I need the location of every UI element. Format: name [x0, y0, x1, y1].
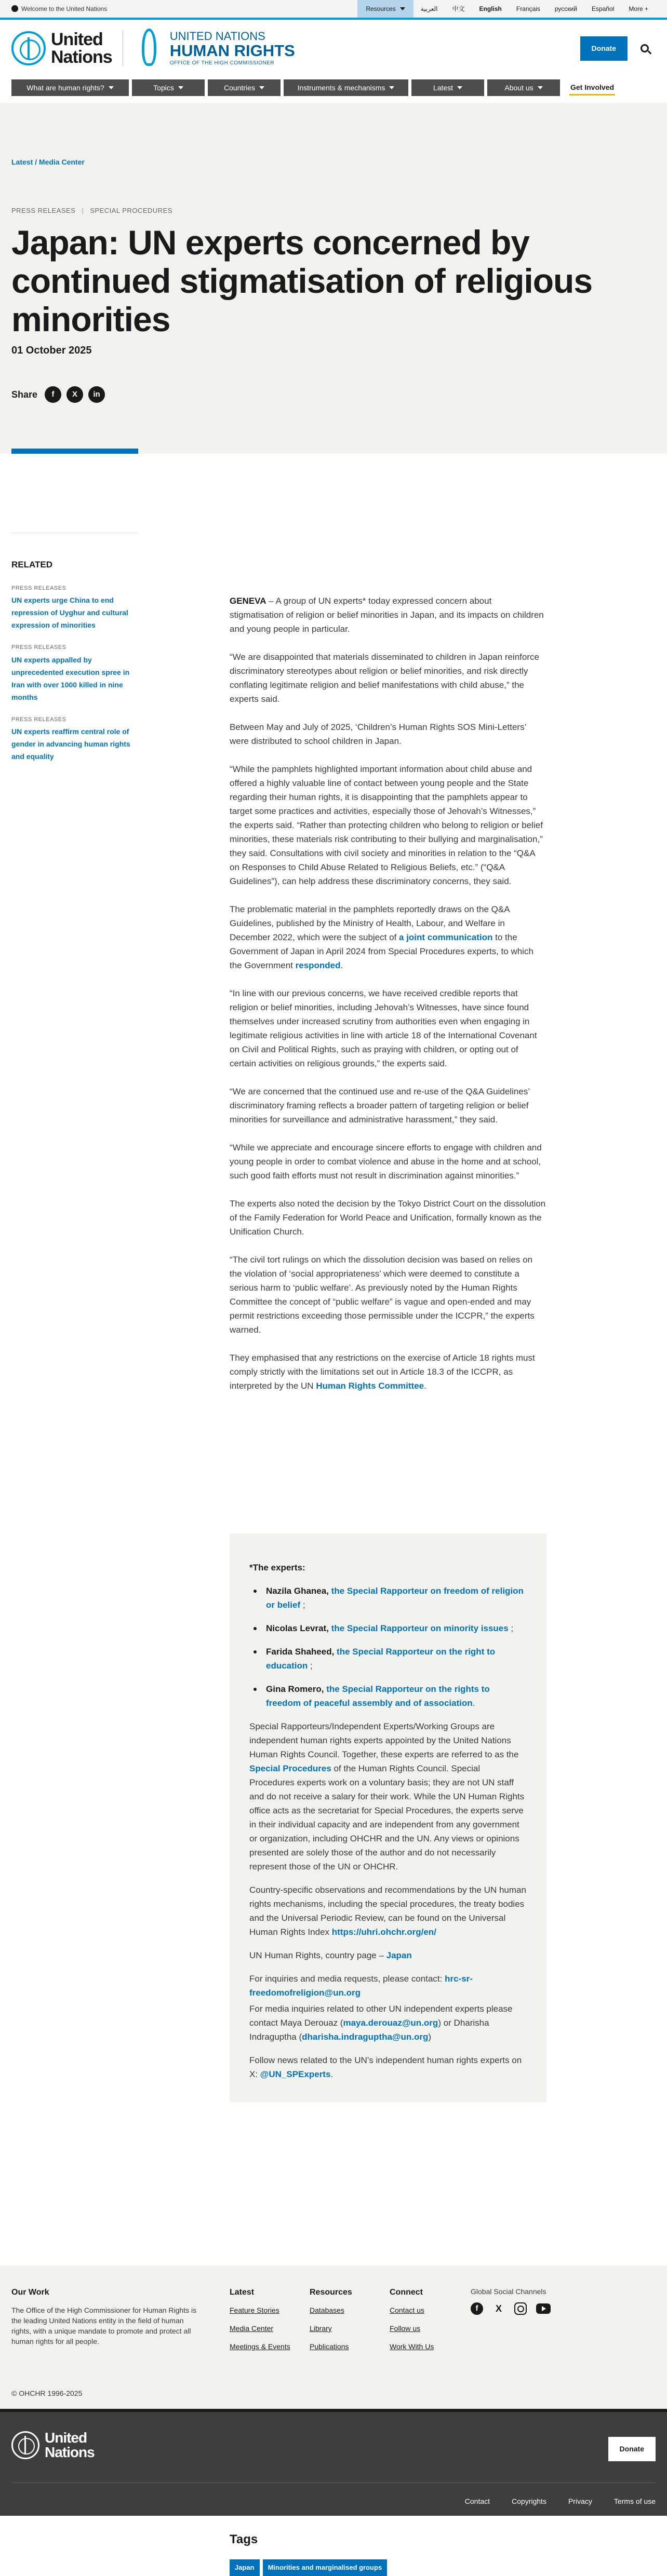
- welcome-text: Welcome to the United Nations: [21, 5, 108, 12]
- country-page-note: [249, 1948, 527, 1962]
- japan-country-link[interactable]: Japan: [386, 1950, 412, 1960]
- un-logo-line2: Nations: [51, 47, 112, 67]
- expert-item: [249, 1584, 527, 1612]
- nav-topics[interactable]: [132, 79, 205, 96]
- resources-dropdown[interactable]: [357, 0, 413, 18]
- expert-role-link[interactable]: the Special Rapporteur on minority issues: [331, 1623, 509, 1633]
- nav-about-us[interactable]: [487, 79, 560, 96]
- linkedin-icon[interactable]: in: [88, 386, 105, 403]
- terms-link[interactable]: Terms of use: [613, 2497, 656, 2505]
- facebook-icon[interactable]: f: [45, 386, 61, 403]
- footer-un-logo[interactable]: [11, 2431, 95, 2460]
- joint-communication-link[interactable]: a joint communication: [399, 932, 493, 942]
- related-kicker: PRESS RELEASES: [11, 716, 66, 723]
- paragraph: Between May and July of 2025, ‘Children’s Human Rights SOS Mini-Letters’ were distributed to school children in Japan.: [230, 722, 526, 746]
- privacy-link[interactable]: Privacy: [568, 2497, 592, 2505]
- utility-bar: [0, 0, 667, 18]
- x-twitter-icon[interactable]: X: [495, 2303, 502, 2314]
- footer-heading: Connect: [390, 2288, 423, 2297]
- nav-instruments[interactable]: [284, 79, 408, 96]
- experts-heading: *The experts:: [249, 1563, 305, 1572]
- paragraph-text: to the Government of Japan in April 2024 from Special Procedures experts, to which the Government: [230, 932, 533, 970]
- chevron-down-icon: [400, 7, 405, 10]
- tag-japan[interactable]: Japan: [230, 2559, 260, 2576]
- related-link[interactable]: UN experts appalled by unprecedented execution spree in Iran with over 1000 killed in nine months: [11, 655, 130, 701]
- share-bar: [11, 386, 105, 403]
- footer-heading: Latest: [230, 2288, 255, 2297]
- chevron-down-icon: [389, 86, 394, 89]
- media-note: [249, 2002, 527, 2044]
- site-header: [0, 20, 667, 77]
- x-handle-link[interactable]: @UN_SPExperts: [260, 2069, 331, 2079]
- related-title: RELATED: [11, 560, 53, 570]
- experts-list: [249, 1584, 527, 1710]
- paragraph-text: They emphasised that any restrictions on the exercise of Article 18 rights must comply strictly with the limitations set out in Article 18.3 of the ICCPR, as interpreted by the UN: [230, 1353, 535, 1391]
- breadcrumb[interactable]: Latest / Media Center: [11, 158, 85, 166]
- expert-suffix: ;: [300, 1600, 305, 1610]
- lang-french[interactable]: Français: [516, 5, 540, 12]
- donate-button[interactable]: Donate: [580, 36, 628, 61]
- related-item: [11, 643, 138, 704]
- note-text: Country-specific observations and recommendations by the UN human rights mechanisms, including the special procedures, the treaty bodies and the Universal Periodic Review, can be found on the Universal Human Rights Index: [249, 1885, 526, 1937]
- paragraph: “The civil tort rulings on which the dissolution decision was based on relies on the violation of ‘social appropriateness’ which were deemed to constitute a serious harm to ‘public welfare’. As previously noted by the Human Rights Committee the concept of “public welfare” is vague and open-ended and may permit restrictions exceeding those permissible under the ICCPR,” the experts warned.: [230, 1255, 535, 1335]
- paragraph: “We are disappointed that materials disseminated to children in Japan reinforce discriminatory stereotypes about religion or belief minorities, and risk directly conflating legitimate religion and belief manifestations with child abuse,” the experts said.: [230, 652, 539, 704]
- footer-donate-button[interactable]: Donate: [608, 2437, 656, 2461]
- nav-get-involved[interactable]: Get Involved: [569, 80, 615, 96]
- ohchr-logo[interactable]: [134, 29, 295, 68]
- chevron-down-icon: [109, 86, 114, 89]
- expert-name: Farida Shaheed,: [266, 1647, 337, 1657]
- related-link[interactable]: UN experts reaffirm central role of gender in advancing human rights and equality: [11, 727, 130, 761]
- experts-box: [230, 1534, 546, 2102]
- footer-heading: Our Work: [11, 2288, 49, 2297]
- inquiries-email-link[interactable]: hrc-sr-freedomofreligion@un.org: [249, 1974, 473, 1998]
- ohchr-logo-line1: UNITED NATIONS: [169, 29, 265, 43]
- related-link[interactable]: UN experts urge China to end repression of Uyghur and cultural expression of minorities: [11, 596, 128, 629]
- nav-label: Topics: [153, 83, 174, 92]
- contact-link[interactable]: Contact: [464, 2497, 490, 2505]
- footer-social: [471, 2286, 551, 2315]
- instagram-icon[interactable]: [514, 2302, 527, 2315]
- resources-label: Resources: [366, 5, 396, 12]
- lang-english[interactable]: English: [479, 5, 502, 12]
- hero-accent-bar: [11, 449, 138, 454]
- expert-name: Nazila Ghanea,: [266, 1586, 331, 1596]
- footer-heading: Resources: [310, 2288, 352, 2297]
- nav-latest[interactable]: [411, 79, 484, 96]
- dharisha-email-link[interactable]: dharisha.indraguptha@un.org: [302, 2032, 429, 2042]
- expert-role-link[interactable]: the Special Rapporteur on freedom of religion or belief: [266, 1586, 524, 1610]
- note-text: Special Rapporteurs/Independent Experts/Working Groups are independent human rights experts appointed by the United Nations Human Rights Council. Together, these experts are referred to as the: [249, 1721, 519, 1759]
- footer-link[interactable]: Meetings & Events: [230, 2342, 290, 2351]
- footer-link[interactable]: Feature Stories: [230, 2306, 279, 2314]
- uhri-note: [249, 1883, 527, 1939]
- lang-russian[interactable]: русский: [554, 5, 577, 12]
- nav-label: Countries: [224, 83, 255, 92]
- related-item: [11, 715, 138, 764]
- note-text: For media inquiries related to other UN independent experts please contact Maya Derouaz (: [249, 2004, 513, 2028]
- paragraph: [230, 1351, 546, 1393]
- footer-link[interactable]: Contact us: [390, 2306, 424, 2314]
- special-procedures-link[interactable]: Special Procedures: [249, 1764, 331, 1773]
- un-emblem-icon: [11, 2431, 39, 2459]
- globe-icon: [11, 5, 18, 12]
- paragraph: The experts also noted the decision by the Tokyo District Court on the dissolution of the Family Federation for World Peace and Unification, formally known as the Unification Church.: [230, 1199, 546, 1237]
- un-bottom-bar: [0, 2409, 667, 2516]
- tags-title: Tags: [230, 2532, 258, 2546]
- footer-link[interactable]: Databases: [310, 2306, 344, 2314]
- note-text: of the Human Rights Council. Special Procedures experts work on a voluntary basis; they are not UN staff and do not receive a salary for their work. While the UN Human Rights office acts as the secretariat for Special Procedures, the experts serve in their individual capacity and are independent from any government or organization, including OHCHR and the UN. Any views or opinions presented are solely those of the author and do not necessarily represent those of the UN or OHCHR.: [249, 1764, 525, 1872]
- paragraph: “In line with our previous concerns, we have received credible reports that religion or belief minorities, including Jehovah’s Witnesses, have since found themselves under increased scrutiny from authorities even when engaging in legitimate religious activities in line with article 18 of the International Covenant on Civil and Political Rights, such as praying with children, or opting out of certain activities on religious grounds,” the experts said.: [230, 988, 537, 1068]
- inquiries-note: [249, 1972, 527, 2000]
- kicker-special-procedures[interactable]: SPECIAL PROCEDURES: [90, 207, 172, 214]
- chevron-down-icon: [259, 86, 264, 89]
- footer-connect: [390, 2286, 434, 2360]
- expert-role-link[interactable]: the Special Rapporteur on the rights to freedom of peaceful assembly and of association: [266, 1684, 490, 1708]
- ohchr-logo-line2: HUMAN RIGHTS: [169, 41, 295, 60]
- kicker-press-releases[interactable]: PRESS RELEASES: [11, 207, 76, 214]
- note-text: .: [330, 2069, 334, 2079]
- publish-date: 01 October 2025: [11, 345, 92, 356]
- dateline: GENEVA: [230, 596, 266, 606]
- un-emblem-icon: [11, 31, 46, 65]
- copyright: © OHCHR 1996-2025: [11, 2389, 83, 2397]
- search-button[interactable]: [634, 37, 656, 59]
- paragraph-text: .: [340, 960, 343, 970]
- related-kicker: PRESS RELEASES: [11, 585, 66, 591]
- lang-spanish[interactable]: Español: [591, 5, 615, 12]
- paragraph-text: .: [424, 1381, 426, 1391]
- welcome-link[interactable]: [11, 4, 107, 13]
- expert-item: [249, 1682, 527, 1710]
- paragraph-text: – A group of UN experts* today expressed concern about stigmatisation of religion or belief minorities in Japan, and its impacts on children and young people in particular.: [230, 596, 544, 634]
- footer-link[interactable]: Publications: [310, 2342, 349, 2351]
- tag-minorities[interactable]: Minorities and marginalised groups: [263, 2559, 388, 2576]
- expert-item: [249, 1645, 527, 1673]
- lang-chinese[interactable]: 中文: [452, 5, 465, 12]
- nav-label: What are human rights?: [26, 83, 104, 92]
- legal-links: [465, 2496, 656, 2507]
- responded-link[interactable]: responded: [295, 960, 341, 970]
- ohchr-logo-line3: OFFICE OF THE HIGH COMMISSIONER: [169, 60, 275, 66]
- human-rights-committee-link[interactable]: Human Rights Committee: [316, 1381, 424, 1391]
- follow-note: [249, 2053, 527, 2081]
- footer-latest: [230, 2286, 290, 2360]
- paragraph: “While we appreciate and encourage sincere efforts to engage with children and young people in order to combat violence and abuse in the home and at school, such good faith efforts must not result in discrimination against minorities.”: [230, 1143, 542, 1181]
- maya-email-link[interactable]: maya.derouaz@un.org: [343, 2018, 438, 2028]
- tags-section: [230, 2530, 387, 2576]
- footer-our-work: [11, 2286, 204, 2347]
- expert-item: [249, 1621, 527, 1635]
- nav-label: Latest: [433, 83, 453, 92]
- expert-name: Nicolas Levrat,: [266, 1623, 331, 1633]
- article-hero: [0, 103, 667, 454]
- youtube-icon[interactable]: [536, 2303, 551, 2314]
- un-logo-line1: United: [51, 30, 103, 49]
- paragraph-text: The problematic material in the pamphlets reportedly draws on the Q&A Guidelines, published by the Ministry of Health, Labour, and Welfare in December 2022, which were the subject of: [230, 904, 510, 942]
- paragraph: “While the pamphlets highlighted important information about child abuse and offered a highly valuable line of contact between young people and the State regarding their human rights, it is disappointing that the pamphlets appear to target some practices and activities, especially those of Jehovah’s Witnesses,” the experts said. “Rather than protecting children who belong to religion or belief minorities, these materials risk contributing to their bullying and marginalisation,” they said. Consultations with civil society and minorities in relation to the “Q&A on Responses to Child Abuse Related to Religious Beliefs, etc.” (“Q&A Guidelines”), can help address these discriminatory concerns, they said.: [230, 764, 543, 886]
- nav-what-are-human-rights[interactable]: [11, 79, 129, 96]
- nav-label: About us: [504, 83, 533, 92]
- footer-resources: [310, 2286, 352, 2360]
- expert-name: Gina Romero,: [266, 1684, 327, 1694]
- related-sidebar: [11, 533, 138, 775]
- un-logo-line1: United: [45, 2430, 87, 2446]
- footer-link[interactable]: Library: [310, 2324, 332, 2333]
- lang-more[interactable]: More +: [629, 5, 648, 12]
- expert-suffix: ;: [308, 1661, 313, 1671]
- lang-arabic[interactable]: العربية: [420, 5, 438, 12]
- nav-label: Instruments & mechanisms: [297, 83, 385, 92]
- related-kicker: PRESS RELEASES: [11, 644, 66, 650]
- page-title: Japan: UN experts concerned by continued stigmatisation of religious minorities: [11, 223, 593, 338]
- un-logo[interactable]: [11, 31, 112, 66]
- article-kicker: [11, 206, 172, 216]
- note-text: ): [428, 2032, 432, 2042]
- paragraph: [230, 594, 546, 636]
- related-item: [11, 584, 138, 632]
- special-procedures-note: [249, 1719, 527, 1874]
- footer-link[interactable]: Follow us: [390, 2324, 421, 2333]
- chevron-down-icon: [178, 86, 183, 89]
- site-footer: [0, 2266, 667, 2409]
- ohchr-emblem-icon: [134, 29, 165, 68]
- note-text: UN Human Rights, country page –: [249, 1950, 386, 1960]
- chevron-down-icon: [457, 86, 462, 89]
- nav-countries[interactable]: [208, 79, 281, 96]
- note-text: Follow news related to the UN’s independent human rights experts on X:: [249, 2055, 522, 2079]
- x-twitter-icon[interactable]: X: [66, 386, 83, 403]
- uhri-link[interactable]: https://uhri.ohchr.org/en/: [331, 1927, 436, 1937]
- footer-text: The Office of the High Commissioner for Human Rights is the leading United Nations entity in the field of human rights, with a unique mandate to promote and protect all human rights for all people.: [11, 2306, 197, 2345]
- main-nav: [0, 77, 667, 99]
- footer-link[interactable]: Work With Us: [390, 2342, 434, 2351]
- chevron-down-icon: [538, 86, 543, 89]
- search-icon: [641, 44, 649, 52]
- footer-social-heading: Global Social Channels: [471, 2287, 546, 2296]
- expert-suffix: ;: [508, 1623, 514, 1633]
- paragraph: “We are concerned that the continued use and re-use of the Q&A Guidelines’ discriminatory framing reflects a broader pattern of targeting religion or belief minorities for surveillance and administrative harassment,” they said.: [230, 1087, 530, 1124]
- note-text: For inquiries and media requests, please contact:: [249, 1974, 445, 1984]
- share-label: Share: [11, 389, 38, 400]
- note-text: ) or Dharisha Indraguptha (: [249, 2018, 489, 2042]
- facebook-icon[interactable]: f: [471, 2302, 483, 2315]
- paragraph: [230, 902, 546, 972]
- article-body: [230, 594, 546, 1407]
- copyrights-link[interactable]: Copyrights: [512, 2497, 546, 2505]
- kicker-separator: |: [82, 207, 84, 214]
- expert-suffix: .: [472, 1698, 475, 1708]
- un-logo-line2: Nations: [45, 2444, 95, 2460]
- footer-link[interactable]: Media Center: [230, 2324, 274, 2333]
- expert-role-link[interactable]: the Special Rapporteur on the right to education: [266, 1647, 496, 1671]
